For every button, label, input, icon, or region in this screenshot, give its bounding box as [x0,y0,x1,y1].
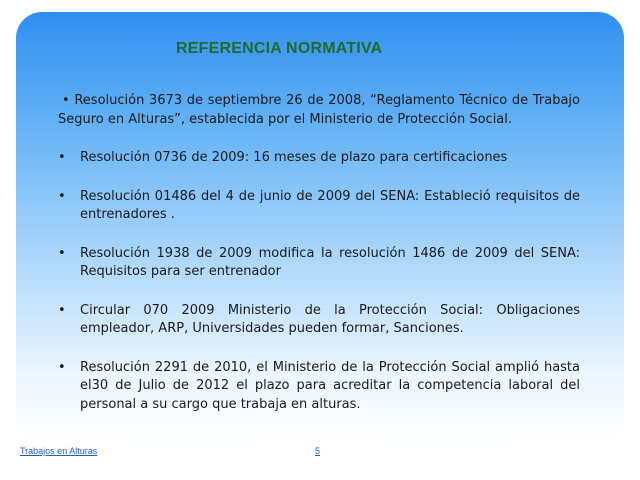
bullet-icon: • [58,188,66,204]
list-item [58,359,580,415]
slide-title: REFERENCIA NORMATIVA [176,40,383,57]
list-item [58,302,580,339]
list-item-text: Circular 070 2009 Ministerio de la Protección Social: Obligaciones empleador, ARP, Universidades pueden formar, Sanciones. [80,302,580,336]
list-item [58,188,580,225]
footer-link[interactable]: Trabajos en Alturas [20,446,98,456]
bullet-list [58,92,580,414]
list-item-text: Resolución 0736 de 2009: 16 meses de plazo para certificaciones [80,150,508,165]
list-item-text: Resolución 01486 del 4 de junio de 2009 del SENA: Estableció requisitos de entrenadores . [80,188,580,222]
list-item [58,245,580,282]
bullet-icon: • [58,245,66,261]
bullet-icon: • [58,302,66,318]
list-item-text: Resolución 2291 de 2010, el Ministerio de la Protección Social amplió hasta el30 de Julio de 2012 el plazo para acreditar la competencia laboral del personal a su cargo que trabaja en alturas. [80,359,580,412]
bullet-icon: • [58,359,66,375]
list-item-text: • Resolución 3673 de septiembre 26 de 2008, “Reglamento Técnico de Trabajo Seguro en Alturas”, establecida por el Ministerio de Protección Social. [58,93,580,127]
list-item [58,149,580,168]
bullet-icon: • [58,150,66,165]
page-number-link[interactable]: 5 [315,446,321,456]
list-item-text: Resolución 1938 de 2009 modifica la resolución 1486 de 2009 del SENA: Requisitos para ser entrenador [80,245,580,279]
list-item [58,92,580,129]
